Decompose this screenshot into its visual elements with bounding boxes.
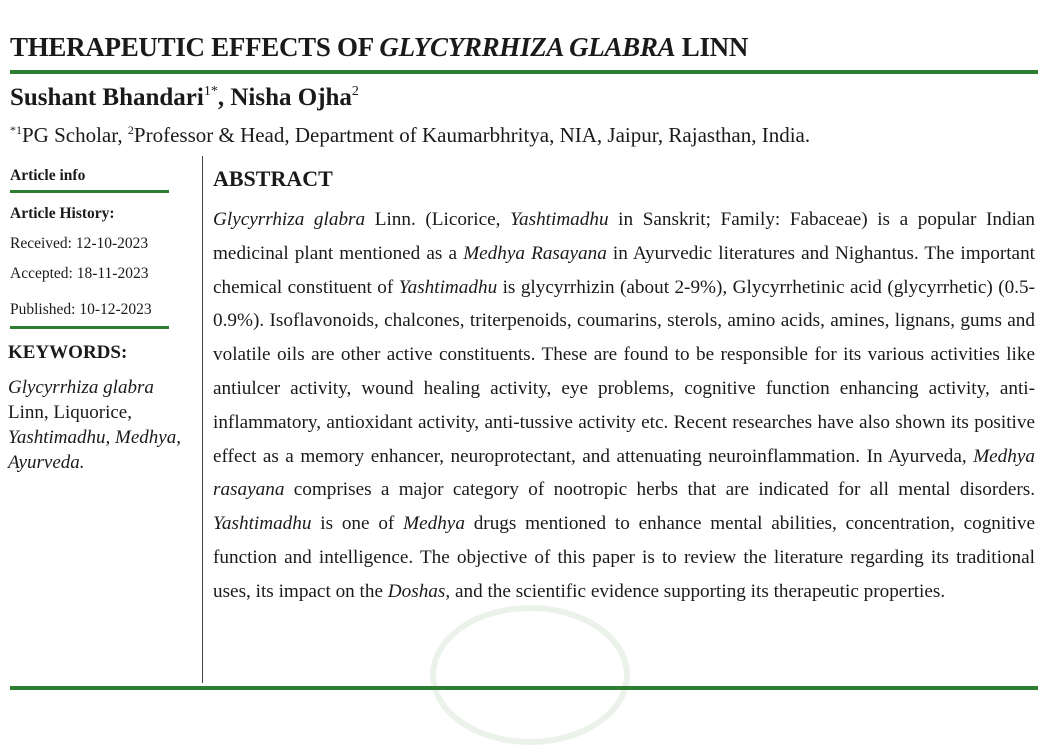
sidebar-rule bbox=[10, 326, 169, 329]
accepted-date: Accepted: 18-11-2023 bbox=[10, 265, 149, 282]
author-superscript: 2 bbox=[351, 84, 359, 99]
published-date: Published: 10-12-2023 bbox=[10, 301, 152, 318]
received-date: Received: 12-10-2023 bbox=[10, 235, 149, 252]
body-text: is glycyrrhizin (about 2-9%), Glycyrrhetinic acid (glycyrrhetic) (0.5-0.9%). Isoflavonoids, chalcones, triterpenoids, coumarins, sterols, amino acids, amines, lignans, gums and volatile oils are other active constituents. These are found to be responsible for its various activities like antiulcer activity, wound healing activity, eye problems, cognitive function enhancing activity, anti-inflammatory, antioxidant activity, anti-tussive activity etc. Recent researches have also shown its positive effect as a memory enhancer, neuroprotectant, and attenuating neuroinflammation. In Ayurveda, bbox=[213, 276, 1035, 467]
italic-text: Yashtimadhu bbox=[398, 276, 498, 298]
italic-text: Medhya Rasayana bbox=[463, 242, 607, 264]
author-line bbox=[10, 84, 359, 112]
italic-text: Medhya bbox=[403, 513, 465, 535]
author-name: Sushant Bhandari bbox=[10, 84, 204, 111]
author-name: Nisha Ojha bbox=[230, 84, 352, 111]
affiliation-line bbox=[10, 123, 810, 148]
body-text: Linn. (Licorice, bbox=[365, 209, 511, 230]
title-species: GLYCYRRHIZA GLABRA bbox=[379, 32, 676, 62]
title-part: THERAPEUTIC EFFECTS OF bbox=[10, 32, 380, 62]
abstract-heading: ABSTRACT bbox=[213, 166, 333, 191]
watermark-seal bbox=[430, 605, 630, 745]
sidebar-rule bbox=[10, 190, 169, 193]
keywords-list bbox=[8, 375, 193, 475]
body-text: , and the scientific evidence supporting its therapeutic properties. bbox=[445, 580, 946, 602]
affiliation-superscript: 2 bbox=[127, 123, 134, 137]
italic-text: Glycyrrhiza glabra bbox=[8, 377, 154, 398]
bottom-rule bbox=[10, 686, 1038, 690]
body-text: comprises a major category of nootropic herbs that are indicated for all mental disorders. bbox=[284, 479, 1035, 501]
author-separator: , bbox=[217, 84, 231, 111]
author-superscript: 1* bbox=[203, 84, 218, 99]
italic-text: Doshas bbox=[387, 580, 446, 602]
italic-text: Yashtimadhu bbox=[510, 209, 609, 230]
affiliation-text: Professor & Head, Department of Kaumarbhritya, NIA, Jaipur, Rajasthan, India. bbox=[133, 123, 811, 147]
body-text: in Sanskrit; Family: Fabaceae) is a popular Indian medicinal plant mentioned as a bbox=[213, 209, 1036, 264]
article-history-label: Article History: bbox=[10, 205, 115, 222]
affiliation-superscript: *1 bbox=[10, 123, 22, 137]
title-part: LINN bbox=[675, 32, 749, 62]
article-title bbox=[10, 32, 1050, 63]
affiliation-text: PG Scholar, bbox=[22, 123, 128, 147]
abstract-body bbox=[213, 203, 1035, 609]
keywords-heading: KEYWORDS: bbox=[8, 342, 128, 363]
body-text: is one of bbox=[311, 513, 404, 535]
body-text: in Ayurvedic literatures and Nighantus. The important chemical constituent of bbox=[213, 242, 1035, 298]
italic-text: Yashtimadhu, bbox=[8, 427, 111, 448]
italic-text: Medhya, Ayurveda. bbox=[8, 427, 181, 473]
italic-text: Yashtimadhu bbox=[213, 513, 312, 535]
top-rule bbox=[10, 70, 1038, 74]
italic-text: Glycyrrhiza glabra bbox=[213, 209, 366, 230]
article-info-heading: Article info bbox=[10, 167, 86, 184]
body-text: Linn, Liquorice, bbox=[8, 402, 132, 423]
column-divider bbox=[202, 156, 203, 683]
italic-text: Medhya rasayana bbox=[213, 445, 1035, 501]
body-text: drugs mentioned to enhance mental abilities, concentration, cognitive function and intelligence. The objective of this paper is to review the literature regarding its traditional uses, its impact on the bbox=[213, 513, 1035, 602]
